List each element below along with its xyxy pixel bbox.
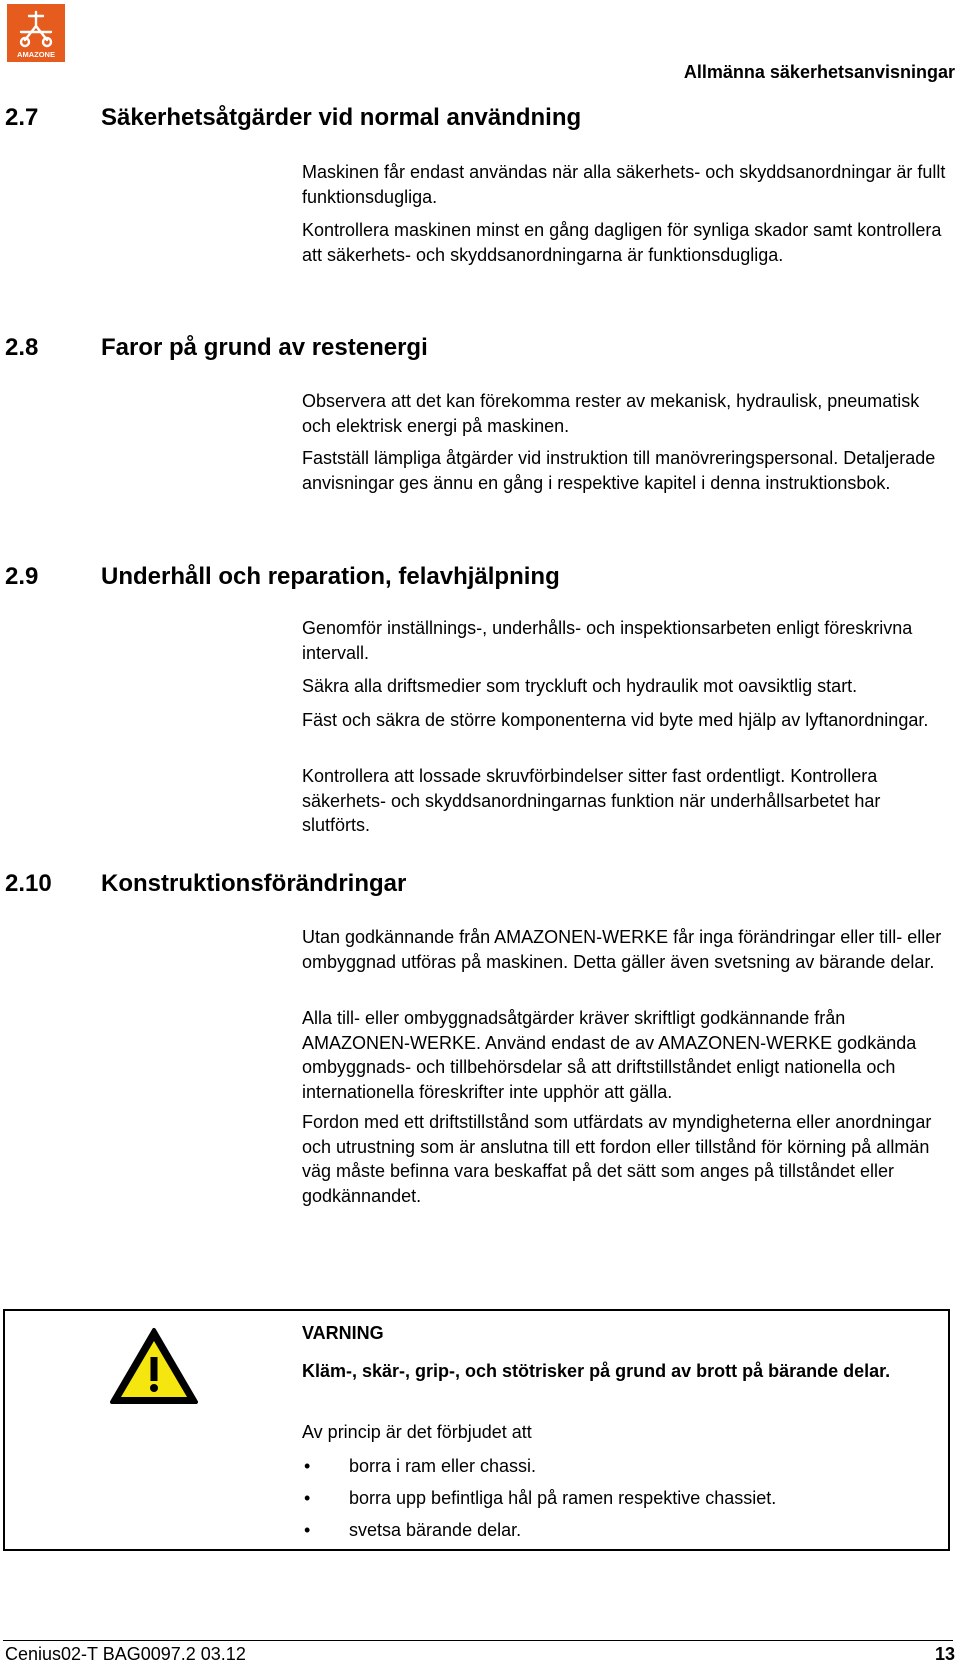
list-item-text: borra upp befintliga hål på ramen respektive chassiet. xyxy=(349,1488,777,1508)
section-title: Säkerhetsåtgärder vid normal användning xyxy=(101,104,582,131)
section-title: Underhåll och reparation, felavhjälpning xyxy=(101,563,560,590)
paragraph: Kontrollera att lossade skruvförbindelser sitter fast ordentligt. Kontrollera säkerhets- och skyddsanordningarnas funktion när underhållsarbetet har slutförts. xyxy=(302,766,881,835)
section-title: Konstruktionsförändringar xyxy=(101,870,407,897)
warning-label: VARNING xyxy=(302,1323,384,1343)
section-number: 2.8 xyxy=(5,334,39,361)
footer-divider xyxy=(3,1640,953,1641)
section-title: Faror på grund av restenergi xyxy=(101,334,428,361)
warning-intro: Av princip är det förbjudet att xyxy=(302,1422,532,1442)
paragraph: Maskinen får endast användas när alla säkerhets- och skyddsanordningar är fullt funktionsdugliga. xyxy=(302,162,946,207)
section-heading-2-9 xyxy=(5,563,560,591)
paragraph: Genomför inställnings-, underhålls- och inspektionsarbeten enligt föreskrivna intervall. xyxy=(302,618,913,663)
warning-box xyxy=(3,1309,950,1551)
paragraph: Säkra alla driftsmedier som tryckluft och hydraulik mot oavsiktlig start. xyxy=(302,676,858,696)
bullet: • xyxy=(304,1520,311,1540)
paragraph: Fastställ lämpliga åtgärder vid instruktion till manövreringspersonal. Detaljerade anvisningar ges ännu en gång i respektive kapitel i denna instruktionsbok. xyxy=(302,448,936,493)
warning-triangle-icon xyxy=(109,1327,199,1405)
footer-doc-id: Cenius02-T BAG0097.2 03.12 xyxy=(5,1644,246,1664)
list-item-text: svetsa bärande delar. xyxy=(349,1520,522,1540)
section-heading-2-10 xyxy=(5,870,406,898)
header-title: Allmänna säkerhetsanvisningar xyxy=(683,62,955,82)
paragraph: Alla till- eller ombyggnadsåtgärder kräver skriftligt godkännande från AMAZONEN-WERKE. Använd endast de av AMAZONEN-WERKE godkända ombyggnads- och tillbehörsdelar så att driftstillståndet enligt nationella och internationella föreskrifter inte upphör att gälla. xyxy=(302,1008,917,1102)
list-item-text: borra i ram eller chassi. xyxy=(349,1456,537,1476)
section-heading-2-7 xyxy=(5,104,581,132)
paragraph: Fordon med ett driftstillstånd som utfärdats av myndigheterna eller anordningar och utrustning som är anslutna till ett fordon eller tillstånd för körning på allmän väg måste befinna vara beskaffat på det sätt som anges på tillståndet eller godkännandet. xyxy=(302,1112,932,1206)
section-number: 2.9 xyxy=(5,563,39,590)
paragraph: Fäst och säkra de större komponenterna vid byte med hjälp av lyftanordningar. xyxy=(302,710,929,730)
paragraph: Kontrollera maskinen minst en gång dagligen för synliga skador samt kontrollera att säkerhets- och skyddsanordningarna är funktionsdugliga. xyxy=(302,220,942,265)
bullet: • xyxy=(304,1488,311,1508)
warning-title: Kläm-, skär-, grip-, och stötrisker på grund av brott på bärande delar. xyxy=(302,1361,891,1381)
list-item xyxy=(302,1454,776,1486)
list-item xyxy=(302,1518,776,1550)
section-number: 2.10 xyxy=(5,870,52,897)
page-number: 13 xyxy=(934,1644,955,1664)
section-heading-2-8 xyxy=(5,334,428,362)
warning-list xyxy=(302,1454,776,1550)
paragraph: Utan godkännande från AMAZONEN-WERKE får inga förändringar eller till- eller ombyggnad utföras på maskinen. Detta gäller även svetsning av bärande delar. xyxy=(302,927,942,972)
logo-text: AMAZONE xyxy=(17,50,55,59)
bullet: • xyxy=(304,1456,311,1476)
amazone-logo xyxy=(7,4,65,62)
list-item xyxy=(302,1486,776,1518)
section-number: 2.7 xyxy=(5,104,39,131)
paragraph: Observera att det kan förekomma rester av mekanisk, hydraulisk, pneumatisk och elektrisk energi på maskinen. xyxy=(302,391,920,436)
